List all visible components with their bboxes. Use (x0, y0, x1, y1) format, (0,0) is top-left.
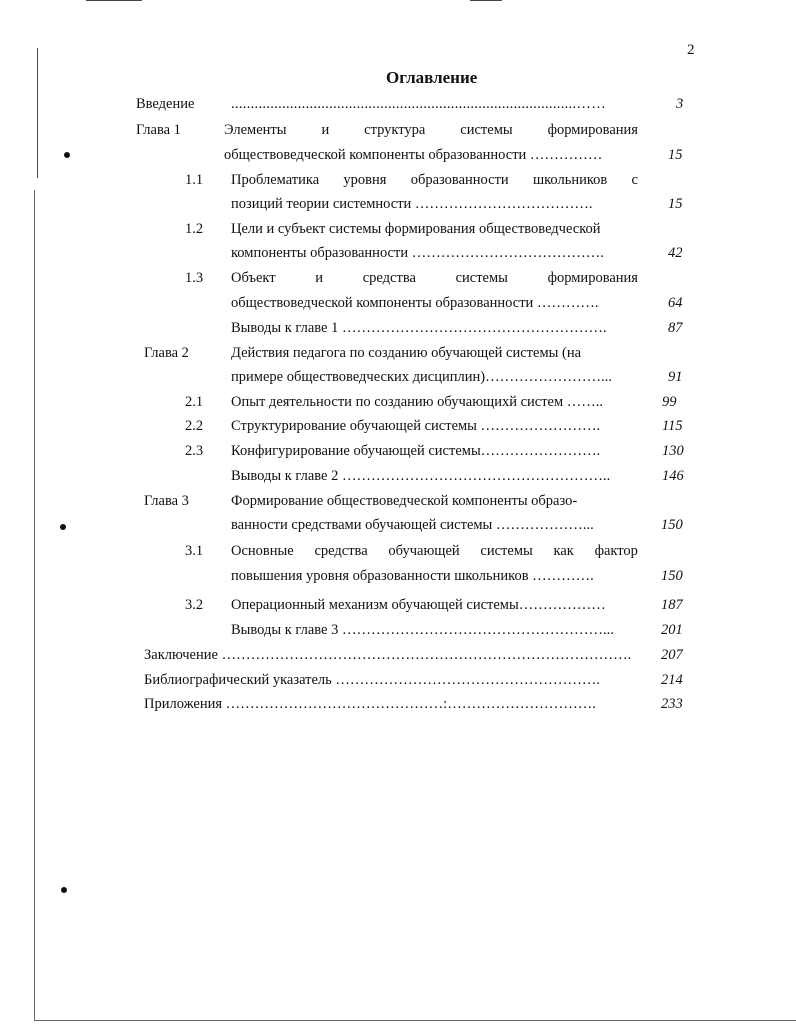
left-margin-line-lower (34, 190, 35, 1020)
s31-number: 3.1 (185, 543, 204, 559)
top-scan-line-left (86, 0, 142, 1)
bottom-scan-line (34, 1020, 796, 1021)
s22-title[interactable]: Структурирование обучающей системы ……………………. (231, 418, 601, 434)
ch3-title-line1[interactable]: Формирование обществоведческой компоненты образо- (231, 493, 578, 509)
s13-word: Объект (231, 270, 276, 286)
s13-number: 1.3 (185, 270, 204, 286)
ch2-conclusions[interactable]: Выводы к главе 2 ……………………………………………….. (231, 468, 611, 484)
s21-number: 2.1 (185, 394, 204, 410)
s13-word: и (315, 270, 324, 286)
s11-word: с (631, 172, 638, 188)
s13-word: формирования (547, 270, 638, 286)
s12-number: 1.2 (185, 221, 204, 237)
ch1-title-line1[interactable] (224, 122, 638, 139)
page-number: 2 (687, 42, 695, 58)
appendices-page: 233 (661, 696, 683, 712)
conclusion-page: 207 (661, 647, 683, 663)
ch3-label[interactable]: Глава 3 (144, 493, 189, 509)
ch1-title-line2[interactable]: обществоведческой компоненты образованности …………… (224, 147, 603, 163)
ch3-title-line2[interactable]: ванности средствами обучающей системы ………………... (231, 517, 594, 533)
ch1-conclusions-page: 87 (668, 320, 683, 336)
ch1-word: формирования (547, 122, 638, 138)
top-scan-line-right (470, 0, 502, 1)
s13-word: средства (362, 270, 416, 286)
ch1-word: системы (460, 122, 513, 138)
s13-title-line1[interactable] (231, 270, 638, 287)
ch1-word: структура (364, 122, 426, 138)
ch1-word: Элементы (224, 122, 287, 138)
ch3-conclusions[interactable]: Выводы к главе 3 ………………………………………………... (231, 622, 614, 638)
s31-word: обучающей (388, 543, 460, 559)
s31-word: Основные (231, 543, 294, 559)
s13-page: 64 (668, 295, 683, 311)
s31-word: средства (314, 543, 368, 559)
s32-title[interactable]: Операционный механизм обучающей системы……………… (231, 597, 606, 613)
bibliography-page: 214 (661, 672, 683, 688)
intro-leader-dots: ........................................................................................…… (231, 96, 606, 112)
s11-number: 1.1 (185, 172, 204, 188)
s23-title[interactable]: Конфигурирование обучающей системы……………………. (231, 443, 601, 459)
s21-title[interactable]: Опыт деятельности по созданию обучающихй систем …….. (231, 394, 604, 410)
s11-title-line2[interactable]: позиций теории системности ………………………………. (231, 196, 593, 212)
s31-page: 150 (661, 568, 683, 584)
toc-title: Оглавление (386, 68, 478, 87)
intro-label[interactable]: Введение (136, 96, 195, 112)
s12-page: 42 (668, 245, 683, 261)
ch2-title-line2[interactable]: примере обществоведческих дисциплин)……………………... (231, 369, 612, 385)
s11-word: уровня (343, 172, 387, 188)
bibliography-entry[interactable]: Библиографический указатель ………………………………………………. (144, 672, 601, 688)
s31-word: фактор (594, 543, 638, 559)
s32-number: 3.2 (185, 597, 204, 613)
appendices-entry[interactable]: Приложения ………………………………………:…………………………. (144, 696, 596, 712)
punch-hole-mark-1 (64, 152, 70, 158)
s23-page: 130 (662, 443, 684, 459)
ch1-conclusions[interactable]: Выводы к главе 1 ………………………………………………. (231, 320, 607, 336)
s23-number: 2.3 (185, 443, 204, 459)
ch3-page: 150 (661, 517, 683, 533)
ch2-label[interactable]: Глава 2 (144, 345, 189, 361)
s22-number: 2.2 (185, 418, 204, 434)
ch1-label[interactable]: Глава 1 (136, 122, 181, 138)
punch-hole-mark-2 (60, 524, 66, 530)
left-margin-line-upper (37, 48, 38, 178)
ch2-title-line1[interactable]: Действия педагога по созданию обучающей системы (на (231, 345, 582, 361)
ch1-page: 15 (668, 147, 683, 163)
s11-word: Проблематика (231, 172, 320, 188)
intro-page: 3 (676, 96, 684, 112)
s31-title-line1[interactable] (231, 543, 638, 560)
s11-word: школьников (532, 172, 608, 188)
s13-word: системы (455, 270, 508, 286)
s31-word: системы (480, 543, 533, 559)
s32-page: 187 (661, 597, 683, 613)
s11-page: 15 (668, 196, 683, 212)
conclusion-entry[interactable]: Заключение …………………………………………………………………………. (144, 647, 632, 663)
s12-title-line2[interactable]: компоненты образованности …………………………………. (231, 245, 604, 261)
s11-word: образованности (410, 172, 509, 188)
s21-page: 99 (662, 394, 677, 410)
s11-title-line1[interactable] (231, 172, 638, 189)
s31-word: как (553, 543, 574, 559)
s13-title-line2[interactable]: обществоведческой компоненты образованности …………. (231, 295, 599, 311)
ch2-page: 91 (668, 369, 683, 385)
ch2-conclusions-page: 146 (662, 468, 684, 484)
ch1-word: и (321, 122, 330, 138)
s12-title-line1[interactable]: Цели и субъект системы формирования обществоведческой (231, 221, 601, 237)
s31-title-line2[interactable]: повышения уровня образованности школьников …………. (231, 568, 594, 584)
punch-hole-mark-3 (61, 887, 67, 893)
ch3-conclusions-page: 201 (661, 622, 683, 638)
s22-page: 115 (662, 418, 683, 434)
